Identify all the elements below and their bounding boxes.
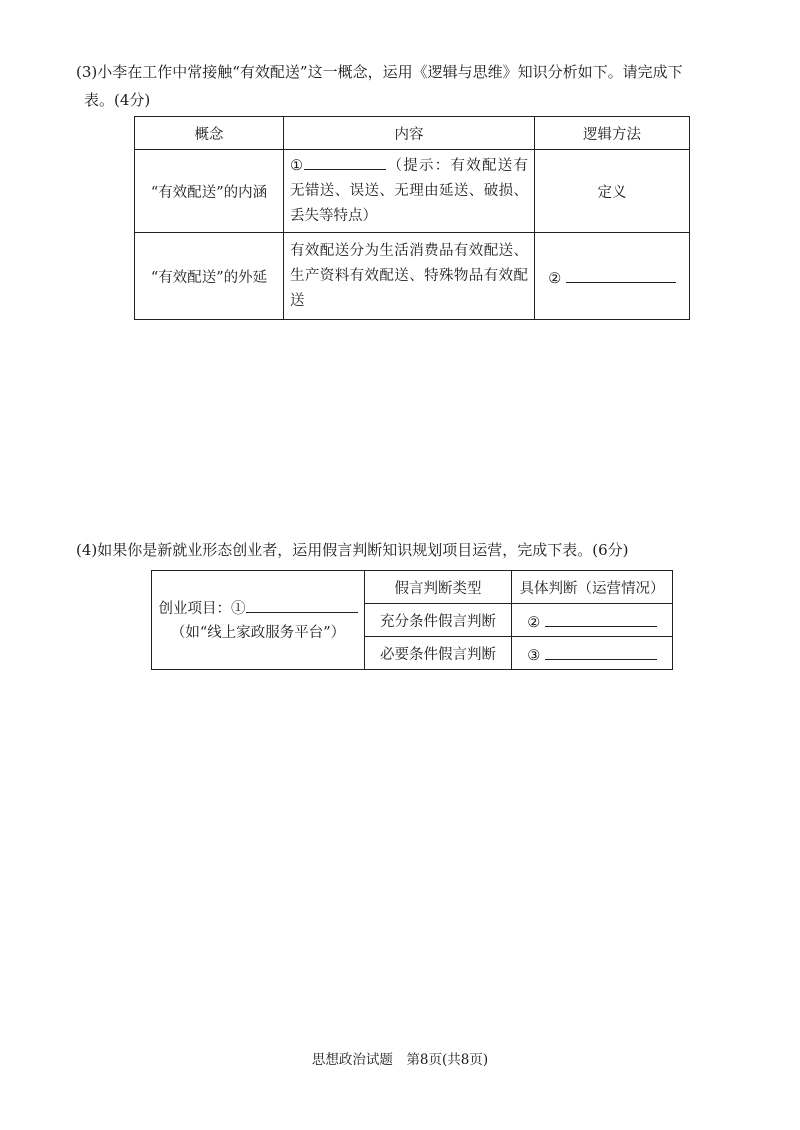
method-header: 逻辑方法 <box>535 117 690 150</box>
table-row <box>135 150 690 233</box>
necessary-type-cell: 必要条件假言判断 <box>365 637 512 670</box>
judgment-header: 具体判断（运营情况） <box>512 571 673 604</box>
judgment-table <box>151 570 673 670</box>
blank-marker: ② <box>527 614 541 631</box>
answer-blank[interactable] <box>545 610 657 627</box>
blank-marker-1: ① <box>290 158 305 174</box>
sufficient-type-cell: 充分条件假言判断 <box>365 604 512 637</box>
page-footer: 思想政治试题 第8页(共8页) <box>311 1052 489 1068</box>
question-3 <box>76 58 736 114</box>
question-4-line-1: (4)如果你是新就业形态创业者，运用假言判断知识规划项目运营，完成下表。(6分) <box>76 541 629 559</box>
answer-blank[interactable] <box>545 643 657 660</box>
intension-concept-cell: “有效配送”的内涵 <box>135 150 284 233</box>
project-cell <box>152 571 365 670</box>
content-header: 内容 <box>284 117 535 150</box>
answer-blank-1[interactable] <box>304 153 386 170</box>
project-label: 创业项目：① <box>158 600 246 617</box>
intension-method-cell: 定义 <box>535 150 690 233</box>
question-3-line-2: 表。(4分) <box>84 91 151 109</box>
blank-marker: ③ <box>527 647 541 664</box>
answer-blank-2[interactable] <box>566 266 676 283</box>
project-blank[interactable] <box>246 596 358 613</box>
type-header: 假言判断类型 <box>365 571 512 604</box>
hint-text: （提示：有效配送有无错送、误送、无理由延送、破损、丢失等特点） <box>290 158 528 224</box>
blank-marker-2: ② <box>548 270 562 287</box>
extension-concept-cell: “有效配送”的外延 <box>135 233 284 320</box>
table-row <box>135 233 690 320</box>
question-3-line-1: (3)小李在工作中常接触“有效配送”这一概念，运用《逻辑与思维》知识分析如下。请完成下 <box>76 63 683 81</box>
concept-table <box>134 116 690 320</box>
necessary-answer-cell <box>512 637 673 670</box>
project-example: （如“线上家政服务平台”） <box>170 624 346 641</box>
intension-content-cell <box>284 150 535 233</box>
question-4 <box>76 536 736 564</box>
extension-method-cell <box>535 233 690 320</box>
sufficient-answer-cell <box>512 604 673 637</box>
concept-header: 概念 <box>135 117 284 150</box>
extension-content-cell: 有效配送分为生活消费品有效配送、生产资料有效配送、特殊物品有效配送 <box>284 233 535 320</box>
